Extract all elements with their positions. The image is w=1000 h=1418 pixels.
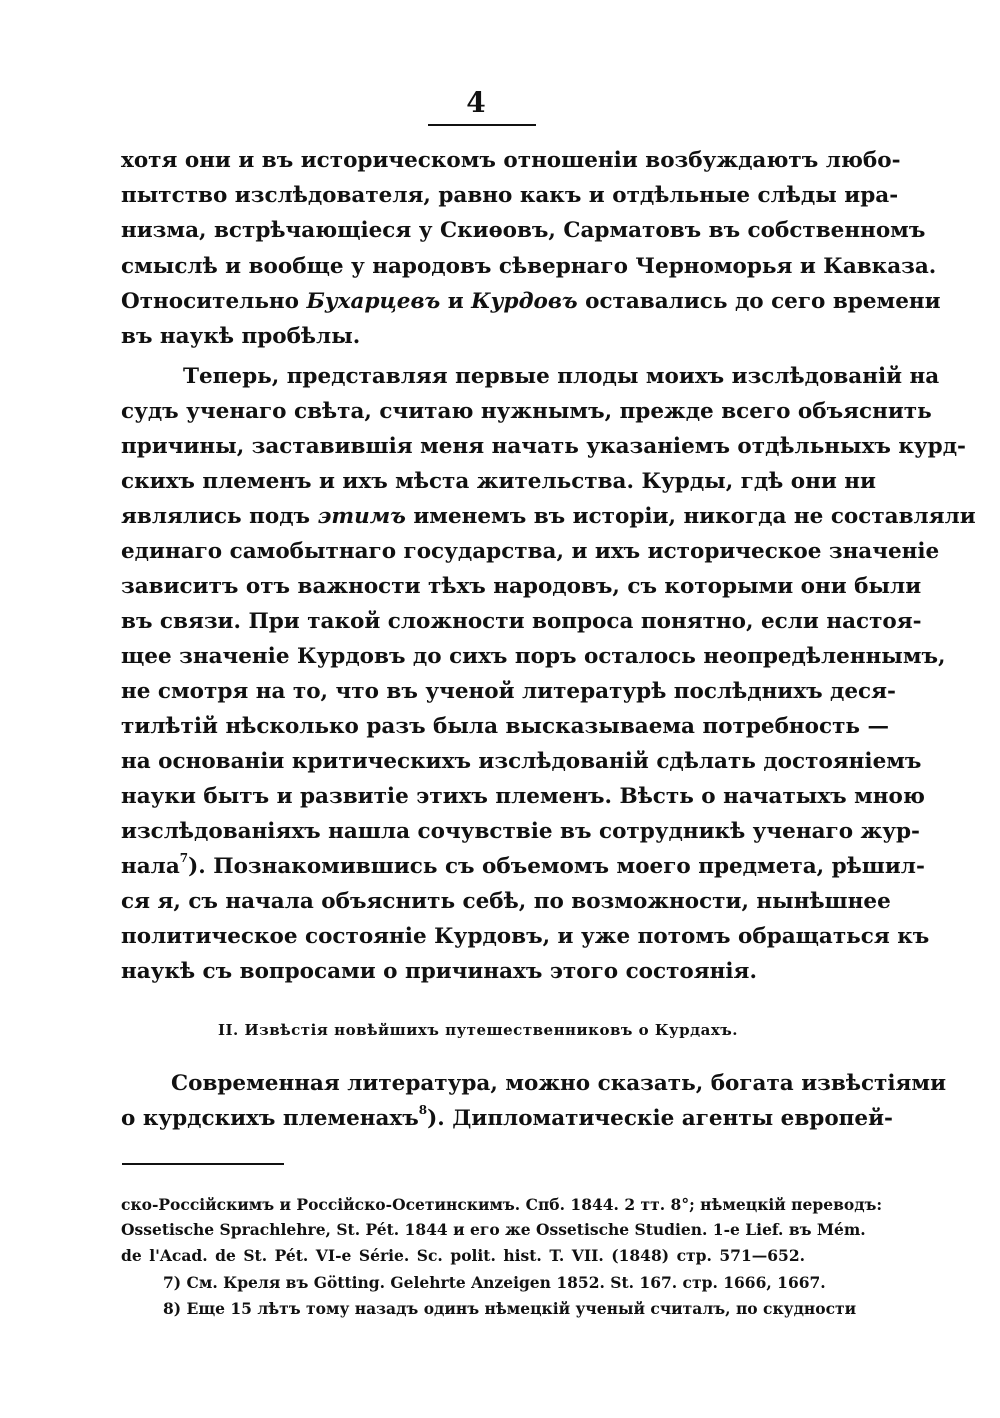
text-line: судъ ученаго свѣта, считаю нужнымъ, прежде всего объяснить <box>121 399 932 424</box>
footnote-ref: 7 <box>179 851 189 865</box>
text-line: скихъ племенъ и ихъ мѣста жительства. Курды, гдѣ они ни <box>121 469 876 494</box>
text-run: являлись подъ <box>121 504 318 529</box>
text-line: щее значенiе Курдовъ до сихъ поръ осталось неопредѣленнымъ, <box>121 644 946 669</box>
text-line: пытство изслѣдователя, равно какъ и отдѣльные слѣды ира- <box>121 183 899 208</box>
text-line <box>121 502 976 532</box>
text-run: ). Познакомившись съ объемомъ моего предмета, рѣшил- <box>188 854 925 879</box>
text-line: единаго самобытнаго государства, и ихъ историческое значенiе <box>121 539 940 564</box>
text-line: зависитъ отъ важности тѣхъ народовъ, съ которыми они были <box>121 574 922 599</box>
text-run: ). Дипломатическiе агенты европей- <box>427 1106 893 1131</box>
text-line: науки бытъ и развитiе этихъ племенъ. Вѣсть о начатыхъ мною <box>121 784 925 809</box>
text-line <box>121 1103 893 1134</box>
text-line: смыслѣ и вообще у народовъ сѣвернаго Черноморья и Кавказа. <box>121 254 937 279</box>
text-line: тилѣтiй нѣсколько разъ была высказываема потребность — <box>121 714 889 739</box>
footnote-continuation: de l'Acad. de St. Pét. VI-e Série. Sc. polit. hist. T. VII. (1848) стр. 571—652. <box>121 1246 805 1265</box>
header-rule <box>428 124 536 126</box>
italic-term: Курдовъ <box>471 289 578 314</box>
text-run: нала <box>121 854 180 879</box>
footnote-8: 8) Еще 15 лѣтъ тому назадъ одинъ нѣмецкiй ученый считалъ, по скудности <box>163 1299 857 1318</box>
text-line: въ наукѣ пробѣлы. <box>121 324 361 349</box>
text-run: Относительно <box>121 289 307 314</box>
italic-term: Бухарцевъ <box>306 289 441 314</box>
footnote-7: 7) См. Креля въ Götting. Gelehrte Anzeigen 1852. St. 167. стр. 1666, 1667. <box>163 1273 826 1292</box>
italic-term: этимъ <box>317 504 406 529</box>
text-line: на основанiи критическихъ изслѣдованiй сдѣлать достоянiемъ <box>121 749 922 774</box>
section-heading: II. Извѣстiя новѣйшихъ путешественниковъ о Курдахъ. <box>217 1021 739 1039</box>
footnote-rule <box>122 1163 284 1165</box>
text-line: Теперь, представляя первые плоды моихъ изслѣдованiй на <box>183 364 940 389</box>
text-line: въ связи. При такой сложности вопроса понятно, если настоя- <box>121 609 922 634</box>
page-number: 4 <box>466 86 486 119</box>
text-line: Современная литература, можно сказать, богата извѣстiями <box>171 1071 947 1096</box>
text-run: оставались до сего времени <box>577 289 941 314</box>
text-line <box>121 287 941 317</box>
text-line: изслѣдованiяхъ нашла сочувствiе въ сотрудникѣ ученаго жур- <box>121 819 920 844</box>
text-line: наукѣ съ вопросами о причинахъ этого состоянiя. <box>121 959 757 984</box>
text-line <box>121 851 925 882</box>
text-run: именемъ въ исторiи, никогда не составляли <box>405 504 976 529</box>
text-line: не смотря на то, что въ ученой литературѣ послѣднихъ деся- <box>121 679 896 704</box>
text-line: хотя они и въ историческомъ отношенiи возбуждаютъ любо- <box>121 148 901 173</box>
text-run: и <box>440 289 472 314</box>
text-line: политическое состоянiе Курдовъ, и уже потомъ обращаться къ <box>121 924 930 949</box>
footnote-continuation: Ossetische Sprachlehre, St. Pét. 1844 и его же Ossetische Studien. 1-e Lief. въ Mém. <box>121 1220 866 1239</box>
text-line: причины, заставившiя меня начать указанiемъ отдѣльныхъ курд- <box>121 434 966 459</box>
footnote-continuation: ско-Россiйскимъ и Россiйско-Осетинскимъ. Спб. 1844. 2 тт. 8°; нѣмецкiй переводъ: <box>121 1195 883 1214</box>
text-line: ся я, съ начала объяснить себѣ, по возможности, нынѣшнее <box>121 889 891 914</box>
footnote-ref: 8 <box>418 1103 428 1117</box>
text-line: низма, встрѣчающiеся у Скиѳовъ, Сарматовъ въ собственномъ <box>121 218 926 243</box>
text-run: о курдскихъ племенахъ <box>121 1106 419 1131</box>
